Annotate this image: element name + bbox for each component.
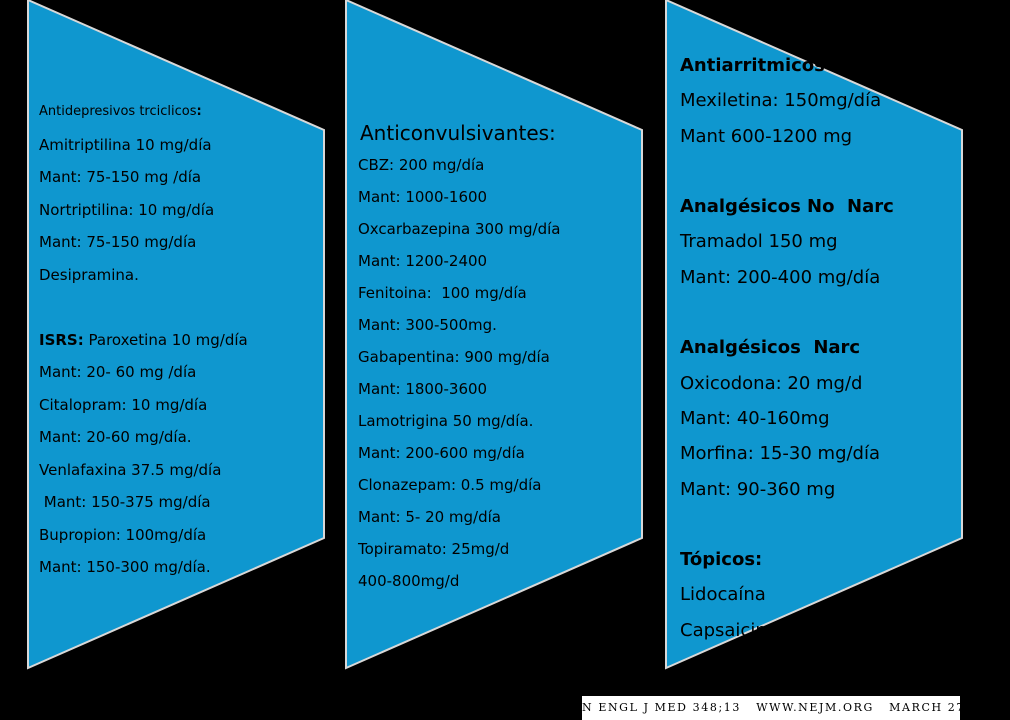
list-item: Mant: 150-375 mg/día — [39, 493, 211, 511]
list-item: Lidocaína — [680, 584, 766, 606]
list-item: Capsaicina — [680, 619, 778, 641]
list-item: Mant: 150-300 mg/día. — [39, 558, 211, 576]
list-item: Mant: 200-400 mg/día — [680, 266, 881, 288]
spacer — [680, 154, 894, 189]
list-item: Clonazepam: 0.5 mg/día — [358, 476, 542, 494]
anticonvulsants-column — [358, 117, 560, 597]
list-item: Mant: 200-600 mg/día — [358, 444, 525, 462]
list-item: 400-800mg/d — [358, 572, 460, 590]
list-item: Mant: 1800-3600 — [358, 380, 488, 398]
others-column — [680, 48, 894, 648]
list-item: Desipramina. — [39, 265, 139, 284]
topicals-heading: Tópicos: — [680, 549, 763, 571]
list-item: Venlafaxina 37.5 mg/día — [39, 460, 222, 479]
list-item: Mant: 75-150 mg/día — [39, 233, 197, 251]
list-item: Oxcarbazepina 300 mg/día — [358, 220, 561, 238]
list-item: Gabapentina: 900 mg/día — [358, 348, 550, 366]
isrs-label: ISRS: — [39, 330, 84, 349]
antiarrhythmics-heading: Antiarritmicos — [680, 55, 825, 76]
list-item: Tramadol 150 mg — [680, 231, 838, 253]
list-item: Citalopram: 10 mg/día — [39, 395, 208, 414]
list-item: Mant: 20-60 mg/día. — [39, 428, 192, 446]
list-item: Mant: 5- 20 mg/día — [358, 508, 501, 526]
isrs-line: ISRS: Paroxetina 10 mg/día — [39, 330, 248, 349]
narcotic-heading: Analgésicos Narc — [680, 337, 861, 359]
list-item: Morfina: 15-30 mg/día — [680, 443, 881, 465]
list-item: Mexiletina: 150mg/día — [680, 90, 882, 112]
list-item: Fenitoina: 100 mg/día — [358, 284, 527, 302]
spacer — [680, 295, 894, 330]
list-item: Topiramato: 25mg/d — [358, 540, 510, 558]
antidepressants-column — [39, 96, 248, 584]
list-item: Amitriptilina 10 mg/día — [39, 135, 212, 154]
list-item: Bupropion: 100mg/día — [39, 525, 207, 544]
list-item: Oxicodona: 20 mg/d — [680, 372, 863, 394]
list-item: CBZ: 200 mg/día — [358, 156, 485, 174]
non-narcotic-heading: Analgésicos No Narc — [680, 196, 894, 218]
list-item: Mant: 20- 60 mg /día — [39, 363, 197, 381]
antidepressants-heading: Antidepresivos trciclicos: — [39, 104, 202, 119]
list-item: Mant: 40-160mg — [680, 407, 830, 429]
list-item: Mant: 90-360 mg — [680, 478, 836, 500]
journal-citation: N ENGL J MED 348;13 WWW.NEJM.ORG MARCH 27, 2003 — [582, 696, 960, 720]
list-item: Mant: 75-150 mg /día — [39, 168, 202, 186]
spacer — [680, 507, 894, 542]
spacer — [39, 291, 248, 324]
list-item: Lamotrigina 50 mg/día. — [358, 412, 534, 430]
anticonvulsants-title: Anticonvulsivantes: — [360, 121, 556, 145]
list-item: Mant 600-1200 mg — [680, 125, 853, 147]
list-item: Mant: 300-500mg. — [358, 316, 497, 334]
list-item: Mant: 1000-1600 — [358, 188, 488, 206]
list-item: Mant: 1200-2400 — [358, 252, 488, 270]
list-item: Nortriptilina: 10 mg/día — [39, 200, 215, 219]
